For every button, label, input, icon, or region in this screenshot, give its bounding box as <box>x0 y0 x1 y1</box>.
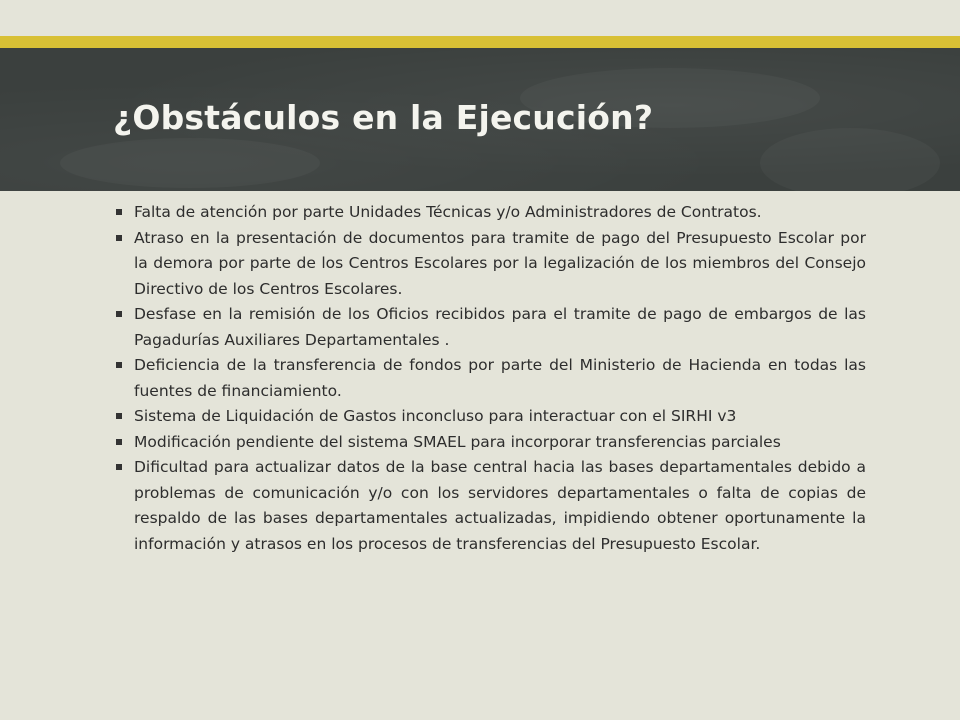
square-bullet-icon <box>116 439 122 445</box>
list-item <box>116 200 866 226</box>
square-bullet-icon <box>116 209 122 215</box>
list-item <box>116 353 866 404</box>
list-item <box>116 226 866 303</box>
slide-body <box>116 200 866 557</box>
bullet-text: Sistema de Liquidación de Gastos inconcluso para interactuar con el SIRHI v3 <box>134 407 737 425</box>
square-bullet-icon <box>116 362 122 368</box>
chalk-texture <box>760 128 940 191</box>
bullet-text: Dificultad para actualizar datos de la base central hacia las bases departamentales debido a problemas de comunicación y/o con los servidores departamentales o falta de copias de respaldo de las bases departamentales actualizadas, impidiendo obtener oportunamente la información y atrasos en los procesos de transferencias del Presupuesto Escolar. <box>134 458 866 553</box>
bullet-text: Deficiencia de la transferencia de fondos por parte del Ministerio de Hacienda en todas las fuentes de financiamiento. <box>134 356 866 400</box>
list-item <box>116 302 866 353</box>
title-banner <box>0 48 960 191</box>
bullet-text: Desfase en la remisión de los Oficios recibidos para el tramite de pago de embargos de las Pagadurías Auxiliares Departamentales . <box>134 305 866 349</box>
square-bullet-icon <box>116 413 122 419</box>
top-stripe <box>0 0 960 36</box>
list-item <box>116 455 866 557</box>
list-item <box>116 404 866 430</box>
square-bullet-icon <box>116 235 122 241</box>
bullet-list <box>116 200 866 557</box>
bullet-text: Modificación pendiente del sistema SMAEL para incorporar transferencias parciales <box>134 432 781 451</box>
bullet-text: Falta de atención por parte Unidades Técnicas y/o Administradores de Contratos. <box>134 203 762 221</box>
accent-bar <box>0 36 960 48</box>
square-bullet-icon <box>116 464 122 470</box>
square-bullet-icon <box>116 311 122 317</box>
chalk-texture <box>60 138 320 188</box>
list-item <box>116 430 866 456</box>
slide-title: ¿Obstáculos en la Ejecución? <box>113 98 654 137</box>
bullet-text: Atraso en la presentación de documentos para tramite de pago del Presupuesto Escolar por la demora por parte de los Centros Escolares por la legalización de los miembros del Consejo Directivo de los Centros Escolares. <box>134 228 866 298</box>
